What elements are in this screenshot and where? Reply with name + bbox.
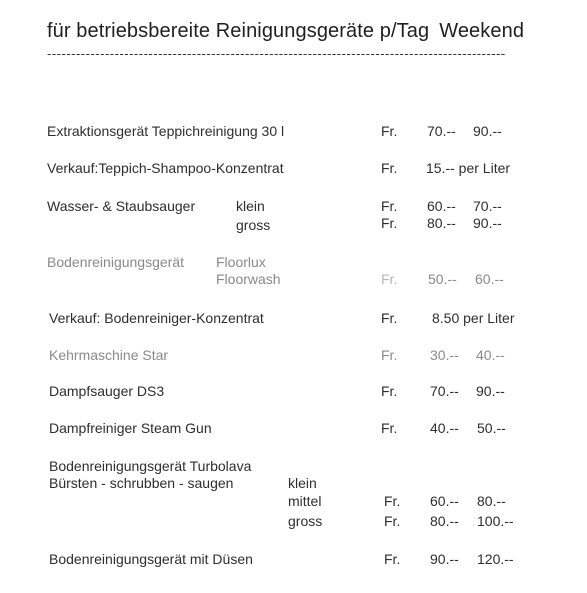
price-day: 80.--: [427, 215, 456, 231]
price-day: 60.--: [427, 198, 456, 214]
currency-label: Fr.: [381, 215, 398, 231]
price-day: 70.--: [427, 123, 456, 139]
price-weekend: 90.--: [473, 215, 502, 231]
currency-label: Fr.: [384, 551, 401, 567]
item-name: Verkauf:Teppich-Shampoo-Konzentrat: [47, 160, 284, 176]
price-weekend: 40.--: [476, 347, 505, 363]
price-day: 40.--: [430, 420, 459, 436]
item-name: Bodenreinigungsgerät Turbolava: [49, 458, 252, 474]
price-weekend: 100.--: [477, 513, 514, 529]
price-day: 90.--: [430, 551, 459, 567]
currency-label: Fr.: [381, 123, 398, 139]
currency-label: Fr.: [384, 513, 401, 529]
size-label: gross: [236, 217, 271, 233]
price-day: 70.--: [430, 383, 459, 399]
model-label: Floorlux: [216, 254, 266, 270]
size-label: klein: [236, 198, 265, 214]
price-weekend: 60.--: [475, 271, 504, 287]
price-weekend: 120.--: [477, 551, 514, 567]
price-weekend: 80.--: [477, 493, 506, 509]
size-label: klein: [288, 475, 317, 491]
heading-weekend: Weekend: [439, 20, 525, 42]
size-label: gross: [288, 513, 323, 529]
dashed-rule: -----------------------------------------------------------------------------------------------: [47, 46, 506, 61]
price-per-liter: 15.-- per Liter: [426, 160, 511, 176]
price-weekend: 50.--: [477, 420, 506, 436]
currency-label: Fr.: [381, 271, 398, 287]
item-name: Dampfreiniger Steam Gun: [49, 420, 212, 436]
page-heading: [47, 20, 524, 43]
currency-label: Fr.: [381, 347, 398, 363]
item-name: Kehrmaschine Star: [49, 347, 169, 363]
currency-label: Fr.: [384, 493, 401, 509]
price-day: 80.--: [430, 513, 459, 529]
price-day: 30.--: [430, 347, 459, 363]
currency-label: Fr.: [381, 160, 398, 176]
item-name: Verkauf: Bodenreiniger-Konzentrat: [49, 310, 264, 326]
currency-label: Fr.: [381, 310, 398, 326]
item-name: Wasser- & Staubsauger: [47, 198, 196, 214]
price-per-liter: 8.50 per Liter: [432, 310, 515, 326]
heading-title: für betriebsbereite Reinigungsgeräte p/Tag: [47, 20, 430, 42]
currency-label: Fr.: [381, 198, 398, 214]
price-weekend: 90.--: [476, 383, 505, 399]
currency-label: Fr.: [381, 383, 398, 399]
currency-label: Fr.: [381, 420, 398, 436]
item-subline: Bürsten - schrubben - saugen: [49, 475, 234, 491]
size-label: mittel: [288, 493, 322, 509]
price-weekend: 90.--: [473, 123, 502, 139]
price-day: 50.--: [428, 271, 457, 287]
model-label: Floorwash: [216, 271, 281, 287]
price-day: 60.--: [430, 493, 459, 509]
item-name: Extraktionsgerät Teppichreinigung 30 l: [47, 123, 285, 139]
item-name: Dampfsauger DS3: [49, 383, 165, 399]
item-name: Bodenreinigungsgerät: [47, 254, 184, 270]
item-name: Bodenreinigungsgerät mit Düsen: [49, 551, 253, 567]
price-weekend: 70.--: [473, 198, 502, 214]
